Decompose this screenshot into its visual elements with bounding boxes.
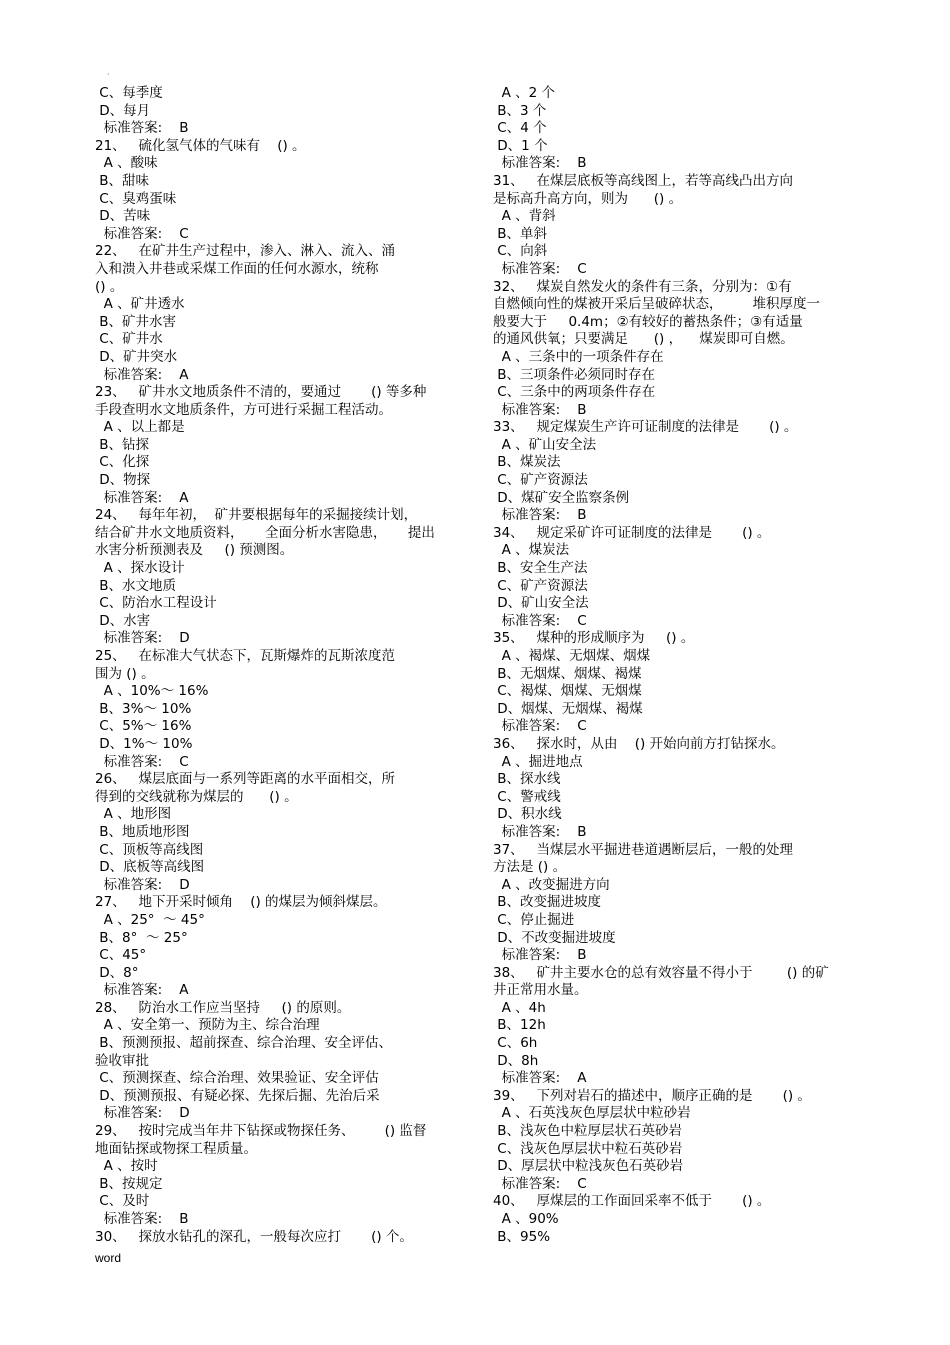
text-line: B、浅灰色中粒厚层状石英砂岩 [493,1123,683,1140]
text-line: 39、 下列对岩石的描述中，顺序正确的是 () 。 [493,1087,811,1104]
text-line: 22、 在矿井生产过程中，渗入、淋入、流入、涌 [95,243,396,260]
text-line: C、矿井水 [95,331,163,348]
text-line: 标准答案: C [95,753,189,770]
text-line: D、每月 [95,102,151,119]
text-line: 验收审批 [95,1052,149,1069]
text-line: A 、4h [493,999,546,1016]
text-line: C、停止掘进 [493,911,575,928]
text-line: A 、矿井透水 [95,296,185,313]
text-line: 围为 () 。 [95,665,155,682]
text-line: C、化探 [95,454,150,471]
text-line: C、浅灰色厚层状中粒石英砂岩 [493,1140,683,1157]
text-line: C、4 个 [493,120,547,137]
text-line: C、矿产资源法 [493,472,588,489]
text-line: 标准答案: C [493,260,587,277]
text-line: 是标高升高方向，则为 () 。 [493,190,683,207]
text-line: 地面钻探或物探工程质量。 [95,1140,257,1157]
right-column [493,85,858,1246]
text-line: 28、 防治水工作应当坚持 () 的原则。 [95,999,351,1016]
text-line: B、甜味 [95,172,150,189]
text-line: C、每季度 [95,85,163,101]
text-line: B、8° ～ 25° [95,929,188,946]
text-line: B、12h [493,1017,546,1034]
text-line: 入和溃入井巷或采煤工作面的任何水源水，统称 [95,260,379,277]
text-line: D、积水线 [493,806,562,823]
text-line: 31、 在煤层底板等高线图上，若等高线凸出方向 [493,172,794,189]
left-column [95,85,470,1246]
text-line: 井正常用水量。 [493,982,588,999]
text-line: 标准答案: B [493,507,587,524]
text-line: 37、 当煤层水平掘进巷道遇断层后，一般的处理 [493,841,794,858]
text-line: 标准答案: B [95,120,189,137]
text-line: () 。 [95,278,124,295]
text-line: A 、矿山安全法 [493,436,597,453]
text-line: C、警戒线 [493,788,561,805]
text-line: 30、 探放水钻孔的深孔，一般每次应打 () 个。 [95,1228,413,1245]
text-line: 36、 探水时，从由 () 开始向前方打钻探水。 [493,735,785,752]
text-line: B、探水线 [493,771,561,788]
text-line: A 、按时 [95,1158,158,1175]
text-line: 水害分析预测表及 () 预测图。 [95,542,294,559]
text-line: 33、 规定煤炭生产许可证制度的法律是 () 。 [493,419,798,436]
text-line: 标准答案: A [493,1070,587,1087]
text-line: 标准答案: B [493,947,587,964]
text-line: A 、三条中的一项条件存在 [493,348,664,365]
text-line: 标准答案: D [95,630,190,647]
text-line: 24、 每年年初， 矿井要根据每年的采掘接续计划， [95,507,418,524]
text-line: 标准答案: B [95,1211,189,1227]
text-line: B、地质地形图 [95,823,190,840]
text-line: B、3 个 [493,102,547,119]
text-line: D、1%～ 10% [95,735,193,752]
text-line: C、6h [493,1035,538,1052]
text-line: 手段查明水文地质条件，方可进行采掘工程活动。 [95,401,392,418]
text-line: B、95% [493,1228,551,1245]
text-line: 26、 煤层底面与一系列等距离的水平面相交，所 [95,771,396,788]
text-line: 标准答案: B [493,823,587,840]
text-line: D、矿山安全法 [493,595,589,612]
text-line: B、矿井水害 [95,313,177,330]
text-line: 标准答案: A [95,366,189,383]
text-line: D、苦味 [95,208,151,225]
text-line: B、改变掘进坡度 [493,894,602,911]
text-line: 23、 矿井水文地质条件不清的，要通过 () 等多种 [95,384,427,401]
text-line: 21、 硫化氢气体的气味有 () 。 [95,137,306,154]
text-line: 般要大于 0.4m；②有较好的蓄热条件；③有适量 [493,313,803,330]
page-mark: · [107,70,110,79]
text-line: A 、探水设计 [95,560,185,577]
text-line: C、三条中的两项条件存在 [493,384,656,401]
text-line: 32、 煤炭自然发火的条件有三条，分别为：①有 [493,278,792,295]
text-line: C、向斜 [493,243,548,260]
text-line: 标准答案: B [493,401,587,418]
text-line: D、不改变掘进坡度 [493,929,616,946]
text-line: 标准答案: C [493,1175,587,1192]
text-line: A 、10%～ 16% [95,683,209,700]
text-line: 方法是 () 。 [493,859,567,876]
text-line: A 、背斜 [493,208,556,225]
text-line: A 、掘进地点 [493,753,583,770]
text-line: D、预测预报、有疑必探、先探后掘、先治后采 [95,1087,380,1104]
text-line: A 、2 个 [493,85,555,101]
text-line: B、钻探 [95,436,150,453]
text-line: A 、以上都是 [95,419,185,436]
text-line: A 、90% [493,1211,559,1227]
text-line: C、顶板等高线图 [95,841,204,858]
text-line: C、臭鸡蛋味 [95,190,177,207]
text-line: 34、 规定采矿许可证制度的法律是 () 。 [493,524,771,541]
text-line: A 、煤炭法 [493,542,570,559]
text-line: D、水害 [95,612,151,629]
text-line: 标准答案: C [95,225,189,242]
text-line: 35、 煤种的形成顺序为 () 。 [493,630,695,647]
text-line: B、预测预报、超前探查、综合治理、安全评估、 [95,1035,393,1052]
text-line: B、无烟煤、烟煤、褐煤 [493,665,642,682]
text-line: 标准答案: A [95,489,189,506]
text-line: D、物探 [95,472,151,489]
text-line: 标准答案: A [95,982,189,999]
text-line: 标准答案: C [493,718,587,735]
text-line: B、安全生产法 [493,560,588,577]
text-line: D、烟煤、无烟煤、褐煤 [493,700,643,717]
text-line: B、水文地质 [95,577,177,594]
text-line: C、5%～ 16% [95,718,192,735]
text-line: B、3%～ 10% [95,700,192,717]
text-line: 标准答案: C [493,612,587,629]
text-line: C、矿产资源法 [493,577,588,594]
text-line: 的通风供氧；只要满足 () ， 煤炭即可自燃。 [493,331,794,348]
text-line: B、煤炭法 [493,454,561,471]
text-line: D、矿井突水 [95,348,178,365]
text-line: B、三项条件必须同时存在 [493,366,656,383]
text-line: C、预测探查、综合治理、效果验证、安全评估 [95,1070,379,1087]
text-line: A 、酸味 [95,155,158,172]
text-line: 结合矿井水文地质资料， 全面分析水害隐患， 提出 [95,524,435,541]
text-line: 29、 按时完成当年井下钻探或物探任务、 () 监督 [95,1123,427,1140]
text-line: B、按规定 [95,1175,163,1192]
text-line: B、单斜 [493,225,548,242]
text-line: D、8h [493,1052,539,1069]
text-line: D、底板等高线图 [95,859,205,876]
text-line: 标准答案: D [95,876,190,893]
text-line: C、45° [95,947,147,964]
text-line: A 、安全第一、预防为主、综合治理 [95,1017,320,1034]
text-line: C、防治水工程设计 [95,595,217,612]
text-line: C、及时 [95,1193,150,1210]
text-line: A 、25° ～ 45° [95,911,205,928]
page-footer: word [95,1251,122,1265]
text-line: 38、 矿井主要水仓的总有效容量不得小于 () 的矿 [493,964,829,981]
text-line: A 、改变掘进方向 [493,876,610,893]
text-line: 得到的交线就称为煤层的 () 。 [95,788,298,805]
text-line: C、褐煤、烟煤、无烟煤 [493,683,642,700]
text-line: 27、 地下开采时倾角 () 的煤层为倾斜煤层。 [95,894,387,911]
text-line: A 、褐煤、无烟煤、烟煤 [493,648,651,664]
text-line: D、煤矿安全监察条例 [493,489,630,506]
text-line: D、厚层状中粒浅灰色石英砂岩 [493,1158,684,1175]
text-line: 40、 厚煤层的工作面回采率不低于 () 。 [493,1193,771,1210]
text-line: 25、 在标准大气状态下，瓦斯爆炸的瓦斯浓度范 [95,648,396,664]
text-line: D、1 个 [493,137,548,154]
text-line: A 、石英浅灰色厚层状中粒砂岩 [493,1105,691,1122]
text-line: D、8° [95,964,139,981]
text-line: 标准答案: D [95,1105,190,1122]
text-line: 自燃倾向性的煤被开采后呈破碎状态， 堆积厚度一 [493,296,821,313]
text-line: A 、地形图 [95,806,172,823]
text-line: 标准答案: B [493,155,587,172]
